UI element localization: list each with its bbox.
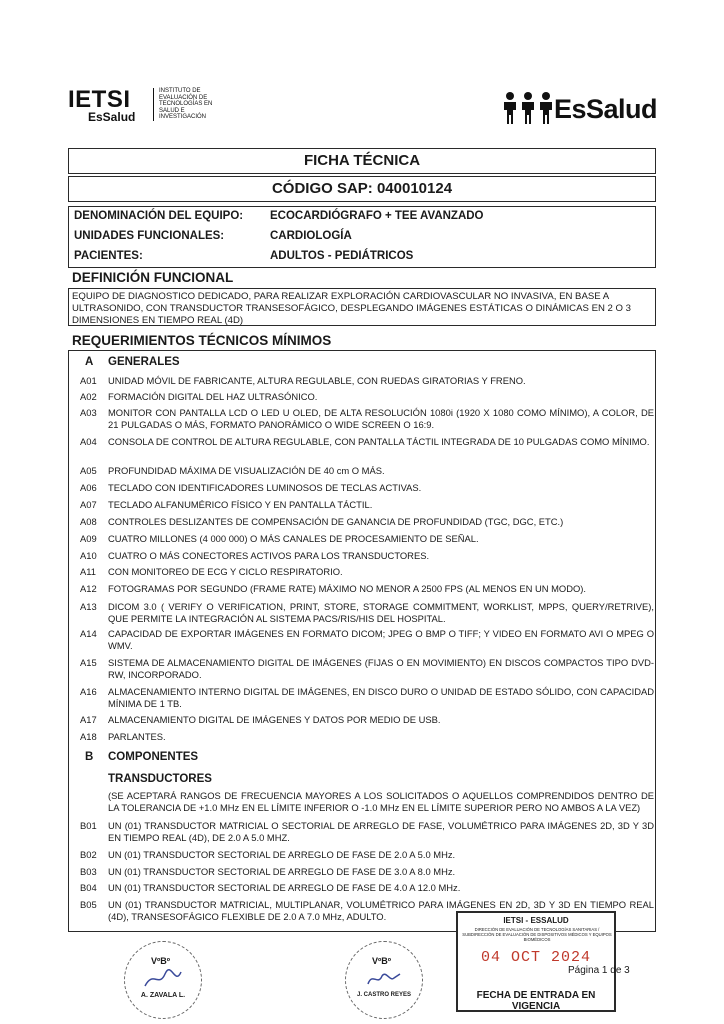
req-text: CUATRO O MÁS CONECTORES ACTIVOS PARA LOS TRANSDUCTORES. bbox=[108, 550, 430, 561]
req-code: A04 bbox=[80, 436, 97, 447]
req-code: A14 bbox=[80, 628, 97, 639]
req-code: A09 bbox=[80, 533, 97, 544]
approval-stamp-1 bbox=[124, 941, 202, 1019]
req-text: TECLADO ALFANUMÉRICO FÍSICO Y EN PANTALLA TÁCTIL. bbox=[108, 499, 373, 510]
req-code: A08 bbox=[80, 516, 97, 527]
req-text: FOTOGRAMAS POR SEGUNDO (FRAME RATE) MÁXIMO NO MENOR A 2500 FPS (AL MENOS EN UN MODO). bbox=[108, 583, 587, 594]
institute-name: INSTITUTO DE EVALUACIÓN DE TECNOLOGÍAS EN SALUD E INVESTIGACIÓN bbox=[153, 88, 223, 121]
req-text: CUATRO MILLONES (4 000 000) O MÁS CANALES DE PROCESAMIENTO DE SEÑAL. bbox=[108, 533, 479, 544]
req-code: B01 bbox=[80, 820, 97, 831]
req-text: ALMACENAMIENTO DIGITAL DE IMÁGENES Y DATOS POR MEDIO DE USB. bbox=[108, 714, 441, 725]
req-code: A11 bbox=[80, 566, 96, 577]
req-code: A10 bbox=[80, 550, 97, 561]
req-text: CONSOLA DE CONTROL DE ALTURA REGULABLE, CON PANTALLA TÁCTIL INTEGRADA DE 10 PULGADAS COMO MÍNIMO. bbox=[108, 436, 650, 447]
reception-footer: FECHA DE ENTRADA EN VIGENCIA bbox=[476, 990, 596, 1012]
req-code: A12 bbox=[80, 583, 97, 594]
page-title: FICHA TÉCNICA bbox=[303, 152, 421, 169]
essalud-figures-icon bbox=[502, 90, 554, 126]
reception-stamp-subtitle: DIRECCIÓN DE EVALUACIÓN DE TECNOLOGÍAS SANITARIAS / SUBDIRECCIÓN DE EVALUACIÓN DE DISPOSITIVOS MÉDICOS Y EQUIPOS BIOMÉDICOS bbox=[462, 927, 612, 942]
signature-icon bbox=[143, 968, 183, 990]
req-text: UN (01) TRANSDUCTOR MATRICIAL O SECTORIAL DE ARREGLO DE FASE, VOLUMÉTRICO PARA IMÁGENES 2D, 3D Y 3D EN TIEMPO REAL (4D), DE 2.0 A 5.0 MHZ. bbox=[108, 820, 654, 843]
req-code: A07 bbox=[80, 499, 97, 510]
approval-stamp-2 bbox=[345, 941, 423, 1019]
reception-date: 04 OCT 2024 bbox=[480, 949, 592, 966]
req-text: DICOM 3.0 ( VERIFY O VERIFICATION, PRINT, STORE, STORAGE COMMITMENT, WORKLIST, MPPS, QUERY/RETRIVE), QUE PERMITE LA INTEGRACIÓN AL SISTEMA PACS/RIS/HIS DEL HOSPITAL. bbox=[108, 601, 654, 624]
essalud-logo bbox=[502, 90, 662, 126]
req-text: UN (01) TRANSDUCTOR MATRICIAL, MULTIPLANAR, VOLUMÉTRICO PARA IMÁGENES EN 2D, 3D Y 3D EN TIEMPO REAL (4D), TRANSESOFÁGICO FLEXIBLE DE 2.0 A 7.0 MHz, ADULTO. bbox=[108, 899, 654, 922]
section-b-title: COMPONENTES bbox=[108, 751, 199, 763]
req-code: A06 bbox=[80, 482, 97, 493]
stamp-vb-label: VºBº bbox=[151, 956, 171, 966]
req-code: A05 bbox=[80, 465, 97, 476]
ietsi-logo-sub: EsSalud bbox=[88, 110, 136, 124]
req-code: A02 bbox=[80, 391, 97, 402]
reception-stamp bbox=[456, 911, 616, 1012]
section-a-title: GENERALES bbox=[108, 356, 180, 368]
req-text: PROFUNDIDAD MÁXIMA DE VISUALIZACIÓN DE 40 cm O MÁS. bbox=[108, 465, 385, 476]
req-code: A01 bbox=[80, 375, 97, 386]
page-number: Página 1 de 3 bbox=[568, 965, 630, 976]
req-code: A18 bbox=[80, 731, 97, 742]
req-text: MONITOR CON PANTALLA LCD O LED U OLED, DE ALTA RESOLUCIÓN 1080i (1920 X 1080 COMO MÍNIMO), A COLOR, DE 21 PULGADAS O MÁS, FORMATO PANORÁMICO O WIDE SCREEN O 16:9. bbox=[108, 407, 654, 430]
req-text: UNIDAD MÓVIL DE FABRICANTE, ALTURA REGULABLE, CON RUEDAS GIRATORIAS Y FRENO. bbox=[108, 375, 526, 386]
definition-heading: DEFINICIÓN FUNCIONAL bbox=[72, 270, 234, 285]
req-text: SISTEMA DE ALMACENAMIENTO DIGITAL DE IMÁGENES (FIJAS O EN MOVIMIENTO) EN DISCOS COMPACTOS TIPO DVD-RW, INCORPORADO. bbox=[108, 657, 654, 680]
info-label: DENOMINACIÓN DEL EQUIPO: bbox=[74, 210, 244, 222]
req-text: UN (01) TRANSDUCTOR SECTORIAL DE ARREGLO DE FASE DE 4.0 A 12.0 MHz. bbox=[108, 882, 461, 893]
req-text: UN (01) TRANSDUCTOR SECTORIAL DE ARREGLO DE FASE DE 3.0 A 8.0 MHz. bbox=[108, 866, 456, 877]
req-text: ALMACENAMIENTO INTERNO DIGITAL DE IMÁGENES, EN DISCO DURO O UNIDAD DE ESTADO SÓLIDO, CON CAPACIDAD MÍNIMA DE 1 TB. bbox=[108, 686, 654, 709]
req-code: B02 bbox=[80, 849, 97, 860]
req-text: TECLADO CON IDENTIFICADORES LUMINOSOS DE TECLAS ACTIVAS. bbox=[108, 482, 422, 493]
req-code: A13 bbox=[80, 601, 97, 612]
requirements-heading: REQUERIMIENTOS TÉCNICOS MÍNIMOS bbox=[72, 333, 332, 348]
stamp-name: A. ZAVALA L. bbox=[140, 992, 186, 999]
req-text: CON MONITOREO DE ECG Y CICLO RESPIRATORIO. bbox=[108, 566, 343, 577]
signature-icon bbox=[364, 968, 404, 990]
req-text: FORMACIÓN DIGITAL DEL HAZ ULTRASÓNICO. bbox=[108, 391, 318, 402]
req-text: UN (01) TRANSDUCTOR SECTORIAL DE ARREGLO DE FASE DE 2.0 A 5.0 MHz. bbox=[108, 849, 456, 860]
req-text: CONTROLES DESLIZANTES DE COMPENSACIÓN DE GANANCIA DE PROFUNDIDAD (TGC, DGC, ETC.) bbox=[108, 516, 564, 527]
transducers-note: (SE ACEPTARÁ RANGOS DE FRECUENCIA MAYORES A LOS SOLICITADOS O AQUELLOS COMPRENDIDOS DENTRO DE LA TOLERANCIA DE +1.0 MHz EN EL LÍMITE INFERIOR O -1.0 MHz EN EL LÍMITE SUPERIOR PERO NO AMBOS A LA VEZ) bbox=[108, 790, 654, 813]
ietsi-logo: IETSI bbox=[68, 86, 131, 113]
section-b-letter: B bbox=[85, 751, 94, 763]
transducers-title: TRANSDUCTORES bbox=[108, 773, 212, 785]
req-code: A03 bbox=[80, 407, 97, 418]
req-text: CAPACIDAD DE EXPORTAR IMÁGENES EN FORMATO DICOM; JPEG O BMP O TIFF; Y VIDEO EN FORMATO AVI O MPEG O WMV. bbox=[108, 628, 654, 651]
definition-text: EQUIPO DE DIAGNOSTICO DEDICADO, PARA REALIZAR EXPLORACIÓN CARDIOVASCULAR NO INVASIVA, EN BASE A ULTRASONIDO, CON TRANSDUCTOR TRANSESOFÁGICO, DESPLEGANDO IMÁGENES ESTÁTICAS O DINÁMICAS EN 2 O 3 DIMENSIONES EN TIEMPO REAL (4D) bbox=[72, 291, 632, 326]
info-value: ECOCARDIÓGRAFO + TEE AVANZADO bbox=[270, 210, 484, 222]
req-code: A17 bbox=[80, 714, 97, 725]
reception-stamp-title: IETSI - ESSALUD bbox=[503, 916, 569, 925]
req-code: A15 bbox=[80, 657, 97, 668]
info-label: PACIENTES: bbox=[74, 250, 143, 262]
req-code: A16 bbox=[80, 686, 97, 697]
info-label: UNIDADES FUNCIONALES: bbox=[74, 230, 225, 242]
req-code: B04 bbox=[80, 882, 97, 893]
section-a-letter: A bbox=[85, 356, 94, 368]
info-value: CARDIOLOGÍA bbox=[270, 230, 352, 242]
stamp-vb-label: VºBº bbox=[372, 956, 392, 966]
req-text: PARLANTES. bbox=[108, 731, 166, 742]
req-code: B03 bbox=[80, 866, 97, 877]
info-value: ADULTOS - PEDIÁTRICOS bbox=[270, 250, 414, 262]
essalud-logo-text: EsSalud bbox=[554, 94, 658, 124]
req-code: B05 bbox=[80, 899, 97, 910]
stamp-name: J. CASTRO REYES bbox=[356, 992, 411, 998]
sap-code: CÓDIGO SAP: 040010124 bbox=[271, 180, 453, 197]
